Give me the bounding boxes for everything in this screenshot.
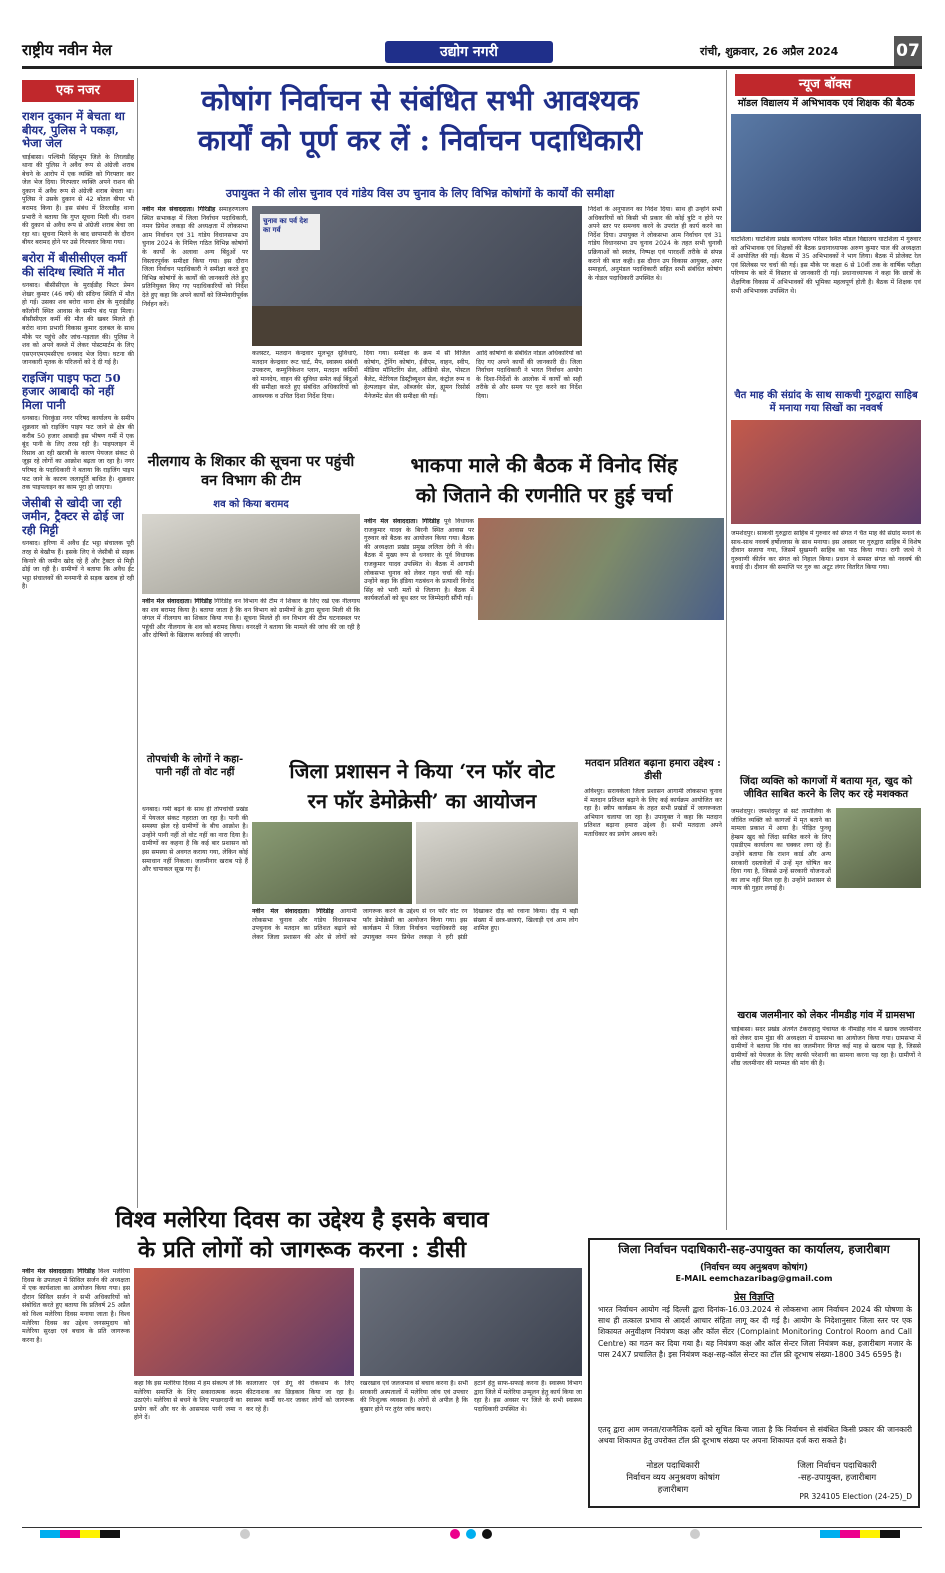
notice-title: जिला निर्वाचन पदाधिकारी-सह-उपायुक्त का कार्यालय, हजारीबाग bbox=[618, 1242, 890, 1256]
malaria-photo-1 bbox=[134, 1268, 354, 1376]
footer-rule bbox=[22, 1527, 922, 1528]
notice-signature-right: जिला निर्वाचन पदाधिकारी -सह-उपायुक्त, हजारीबाग bbox=[797, 1461, 877, 1483]
run-for-vote-body: नवीन मेल संवाददाता। गिरिडीह आगामी लोकसभा चुनाव और गांडेय विधानसभा उपचुनाव के मतदान का प्रतिशत बढ़ाने को लेकर जिला प्रशासन की ओर से लोगों को जागरूक करने के उद्देश्य से रन फॉर वोट रन फॉर डेमोक्रेसी का आयोजन किया गया। इस कार्यक्रम में जिला निर्वाचन पदाधिकारी सह उपायुक्त नमन प्रियेश लकड़ा ने हरी झंडी दिखाकर दौड़ को रवाना किया। दौड़ में बड़ी संख्या में छात्र-छात्राएं, खिलाड़ी एवं आम लोग शामिल हुए। bbox=[252, 908, 578, 941]
news-box-heading: न्यूज बॉक्स bbox=[735, 74, 915, 96]
malaria-headline: विश्व मलेरिया दिवस का उद्देश्य है इसके बचाव के प्रति लोगों को जागरूक करना : डीसी bbox=[115, 1207, 489, 1263]
notice-signature-left: नोडल पदाधिकारी निर्वाचन व्यय अनुश्रवण कोषांग हजारीबाग bbox=[626, 1461, 720, 1495]
header-rule bbox=[22, 66, 922, 69]
main-story-col1: नवीन मेल संवाददाता। गिरिडीह समाहरणालय स्थित सभाकक्ष में जिला निर्वाचन पदाधिकारी, नमन प्रियेश लकड़ा की अध्यक्षता में लोकसभा आम निर्वाचन एवं 31 गांडेय विधानसभा उप चुनाव 2024 के निमित्त गठित विभिन्न कोषांगों के कार्यों के अलावा अन्य बिंदुओं पर विस्तारपूर्वक समीक्षा किया गया। इस दौरान जिला निर्वाचन पदाधिकारी ने समीक्षा करते हुए विभिन्न कोषांगों के कार्यों की जानकारी लेते हुए प्रतिनियुक्त किए गए पदाधिकारियों को निर्देश देते हुए कहा कि अपने कार्यों को जिम्मेवारीपूर्वक निर्वहन करें। bbox=[142, 206, 248, 308]
paper-name: राष्ट्रीय नवीन मेल bbox=[22, 41, 112, 59]
main-story-col5: निर्देशों के अनुपालन का निर्देश दिया। साथ ही उन्होंने सभी अधिकारियों को किसी भी प्रकार की कोई त्रुटि न होने पर अपने स्तर पर समन्वय करने के उपरांत ही कार्य करने का निर्देश दिया। उपायुक्त ने लोकसभा आम निर्वाचन एवं 31 गांडेय विधानसभा उप चुनाव 2024 के तहत सभी चुनावी प्रक्रियाओं को स्वतंत्र, निष्पक्ष एवं पारदर्शी तरीके से संपन्न कराने की बात कही। इस दौरान उप विकास आयुक्त, अपर समाहर्ता, अनुमंडल पदाधिकारी सहित सभी संबंधित कोषांग के नोडल पदाधिकारी उपस्थित थे। bbox=[588, 206, 722, 282]
section-badge: उद्योग नगरी bbox=[385, 41, 553, 63]
notice-subtitle: (निर्वाचन व्यय अनुश्रवण कोषांग) bbox=[699, 1263, 809, 1273]
main-subheadline: उपायुक्त ने की लोस चुनाव एवं गांडेय विस उप चुनाव के लिए विभिन्न कोषांगों के कार्यों की समीक्षा bbox=[225, 187, 615, 200]
news-box-story3-title: जिंदा व्यक्ति को कागजों में बताया मृत, खुद को जीवित साबित करने के लिए कर रहे मशक्कत bbox=[739, 776, 913, 800]
main-story-col3: दिया गया। समीक्षा के क्रम में सी विजिल कोषांग, ट्रेनिंग कोषांग, ईवीएम, वाहन, स्वीप, मीडिया मॉनिटरिंग सेल, ऑडियो सेल, पोस्टल बैलेट, मेटेरियल डिस्ट्रीब्यूशन सेल, कंट्रोल रूम व हेल्पलाइन सेल, ऑब्जर्वर सेल, ह्यूमन रिसोर्स मैनेजमेंट सेल की समीक्षा की गई। bbox=[364, 350, 470, 400]
brief-title: राइजिंग पाइप फटा 50 हजार आबादी को नहीं मिला पानी bbox=[22, 370, 121, 412]
registration-dot bbox=[450, 1529, 460, 1539]
nilgai-photo bbox=[142, 514, 360, 594]
page-number: 07 bbox=[894, 36, 922, 66]
brief-title: बरोरा में बीसीसीएल कर्मी की संदिग्ध स्थिति में मौत bbox=[22, 251, 127, 279]
notice-email: E-MAIL eemchazaribag@gmail.com bbox=[675, 1274, 833, 1283]
news-box-story3-body: जमशेदपुर। जमशेदपुर से सटे तामोलिया के जीवित व्यक्ति को कागजों में मृत बताने का मामला प्रकाश में आया है। पीड़ित फुच्चू हेम्ब्रम खुद को जिंदा साबित करने के लिए एसडीएम कार्यालय का चक्कर लगा रहे हैं। उन्होंने बताया कि राशन कार्ड और अन्य सरकारी दस्तावेजों में उन्हें मृत घोषित कर दिया गया है, जिससे उन्हें सरकारी योजनाओं का लाभ नहीं मिल रहा है। उन्होंने प्रशासन से न्याय की गुहार लगाई है। bbox=[731, 808, 831, 893]
registration-dot bbox=[690, 1529, 700, 1539]
water-body: धनबाद। गर्मी बढ़ने के साथ ही तोपचांची प्रखंड में पेयजल संकट गहराता जा रहा है। पानी की समस्या झेल रहे ग्रामीणों के बीच आक्रोश है। उन्होंने पानी नहीं तो वोट नहीं का नारा दिया है। ग्रामीणों का कहना है कि कई बार प्रशासन को इस समस्या से अवगत कराया गया, लेकिन कोई समाधान नहीं निकला। जलमीनार खराब पड़े हैं और चापाकल सूख गए हैं। bbox=[142, 806, 248, 874]
registration-dot bbox=[482, 1529, 492, 1539]
news-box-story4-body: चाईबासा। सदर प्रखंड अंतर्गत टेकराहातु पंचायत के नीमडीह गांव में खराब जलमीनार को लेकर ग्राम मुंडा की अध्यक्षता में ग्रामसभा का आयोजन किया गया। ग्रामसभा में ग्रामीणों ने बताया कि गांव का जलमीनार विगत कई माह से खराब पड़ा है, जिससे ग्रामीणों को पेयजल के लिए काफी परेशानी का सामना करना पड़ रहा है। ग्रामीणों ने शीघ्र जलमीनार की मरम्मत की मांग की है। bbox=[731, 1026, 921, 1068]
brief-body: धनबाद। हरिणा में अवैध ईंट भट्ठा संचालक पूरी तरह से बेखौफ हैं। इसके लिए वे जेसीबी से सड़क किनारे की जमीन खोद रहे हैं और ट्रैक्टर से मिट्टी ढोई जा रही है। ग्रामीणों ने बताया कि अवैध ईंट भट्ठा संचालकों की मनमानी से सड़क खराब हो रही है। bbox=[22, 540, 134, 591]
brief-body: चाईबासा। पश्चिमी सिंहभूम जिले के तिरलडीह थाना की पुलिस ने अवैध रूप से अंग्रेजी शराब बेचने के आरोप में एक व्यक्ति को गिरफ्तार कर जेल भेज दिया। गिरफ्तार व्यक्ति अपने राशन की दुकान में अवैध रूप से अंग्रेजी शराब बेचता था। पुलिस ने उसके दुकान से 42 बोतल बीयर भी बरामद किया है। इस संबंध में तिरलडीह थाना प्रभारी ने बताया कि गुप्त सूचना मिली थी। राशन की दुकान से अवैध रूप से अंग्रेजी शराब बेचा जा रहा था। सूचना मिलने के बाद छापामारी के दौरान बीयर बरामद होने पर उसे गिरफ्तार किया गया। bbox=[22, 153, 134, 247]
color-registration-strip bbox=[40, 1530, 120, 1538]
bhakpa-body: नवीन मेल संवाददाता। गिरिडीह पूर्व विधायक राजकुमार यादव के बिरनी स्थित आवास पर गुरुवार को बैठक का आयोजन किया गया। बैठक की अध्यक्षता प्रखंड प्रमुख ललिता देवी ने की। बैठक में मुख्य रूप से धनवार के पूर्व विधायक राजकुमार यादव उपस्थित थे। बैठक में आगामी लोकसभा चुनाव को लेकर गहन चर्चा की गई। उन्होंने कहा कि इंडिया गठबंधन के प्रत्याशी विनोद सिंह को भारी मतों से जिताना है। बैठक में कार्यकर्ताओं को बूथ स्तर पर जिम्मेदारी सौंपी गई। bbox=[364, 518, 474, 603]
malaria-col5: हटाने हेतु साफ-सफाई करना है। स्वास्थ्य विभाग द्वारा जिले में मलेरिया उन्मूलन हेतु कार्य किया जा रहा है। इस अवसर पर जिले के सभी स्वास्थ्य पदाधिकारी उपस्थित थे। bbox=[474, 1380, 582, 1413]
news-box-photo-person bbox=[836, 808, 921, 888]
voting-body: अविश्युर। सरायकेला जिला प्रशासन आगामी लोकसभा चुनाव में मतदान प्रतिशत बढ़ाने के लिए कई कार्यक्रम आयोजित कर रहा है। स्वीप कार्यक्रम के तहत सभी प्रखंडों में जागरूकता अभियान चलाया जा रहा है। उपायुक्त ने कहा कि मतदान प्रतिशत बढ़ाना हमारा उद्देश्य है। सभी मतदाता अपने मताधिकार का प्रयोग अवश्य करें। bbox=[584, 788, 722, 838]
news-box-photo-meeting bbox=[731, 114, 921, 232]
bhakpa-headline: भाकपा माले की बैठक में विनोद सिंह को जिताने की रणनीति पर हुई चर्चा bbox=[410, 453, 678, 507]
issue-date: रांची, शुक्रवार, 26 अप्रैल 2024 bbox=[700, 45, 839, 58]
nilgai-subheadline: शव को किया बरामद bbox=[213, 499, 289, 510]
ek-nazar-column bbox=[22, 108, 134, 1203]
main-story-col4: आदि कोषांगों के संबंधित नोडल अधिकारियों को दिए गए अपने कार्यों की जानकारी दी। जिला निर्वाचन पदाधिकारी ने भारत निर्वाचन आयोग के दिशा-निर्देशों के आलोक में कार्यों को सही तरीके से और समय पर पूरा करने का निर्देश दिया। bbox=[476, 350, 582, 400]
news-box-photo-gurudwara bbox=[731, 420, 921, 524]
main-story-photo bbox=[252, 206, 582, 346]
news-box-story2-title: चैत माह की संग्रांद के साथ साकची गुरुद्वारा साहिब में मनाया गया सिखों का नववर्ष bbox=[734, 390, 918, 414]
election-banner: चुनाव का पर्व देश का गर्व bbox=[260, 214, 320, 250]
malaria-col4: रखरखाव एवं जलजमाव से बचाव करना है। सभी सरकारी अस्पतालों में मलेरिया जांच एवं उपचार की निःशुल्क व्यवस्था है। लोगों से अपील है कि बुखार होने पर तुरंत जांच कराएं। bbox=[360, 1380, 468, 1413]
malaria-col3: कालाजार एवं डेंगू की रोकथाम के लिए कीटनाशक का छिड़काव किया जा रहा है। स्वास्थ्य कर्मी घर-घर जाकर लोगों को जागरूक कर रहे हैं। bbox=[246, 1380, 354, 1413]
brief-body: धनबाद। बीसीसीएल के मुराईडीह फिटर प्रेमन शेखर कुमार (46 वर्ष) की संदिग्ध स्थिति में मौत हो गई। उसका शव बरोरा थाना क्षेत्र के मुराईडीह कॉलोनी स्थित आवास के समीप बंद पड़ा मिला। बीसीसीएल कर्मी की मौत की खबर मिलते ही बरोरा थाना प्रभारी विकास कुमार दलबल के साथ मौके पर पहुंचे और जांच-पड़ताल की। पुलिस ने शव को अपने कब्जे में लेकर पोस्टमार्टम के लिए एसएनएमएमसीएच धनबाद भेज दिया। घटना की जानकारी मृतक के परिजनों को दे दी गई है। bbox=[22, 282, 134, 367]
column-divider bbox=[137, 78, 138, 1208]
notice-label: प्रेस विज्ञप्ति bbox=[734, 1292, 774, 1303]
voting-headline: मतदान प्रतिशत बढ़ाना हमारा उद्देश्य : डीसी bbox=[585, 758, 721, 782]
registration-dot bbox=[466, 1529, 476, 1539]
run-photo-1 bbox=[252, 822, 412, 904]
notice-body: भारत निर्वाचन आयोग नई दिल्ली द्वारा दिनांक-16.03.2024 से लोकसभा आम निर्वाचन 2024 की घोषणा के साथ ही तत्काल प्रभाव से आदर्श आचार संहिता लागू कर दी गई है। आयोग के निदेशानुसार जिला स्तर पर एक शिकायत अनुवीक्षण नियंत्रण कक्ष और कॉल सेंटर (Complaint Monitoring Control Room and Call Centre) का गठन कर दिया गया है। यह नियंत्रण कक्ष और कॉल सेन्टर जिला नियंत्रण कक्ष, हजारीबाग मजार के पास 24X7 प्रचालित है। इस नियंत्रण कक्ष-सह-कॉल सेन्टर का टॉल फ्री दूरभाष संख्या-1800 345 6595 है। bbox=[598, 1305, 912, 1359]
brief-title: जेसीबी से खोदी जा रही जमीन, ट्रैक्टर से ढोई जा रही मिट्टी bbox=[22, 495, 124, 537]
run-photo-2 bbox=[416, 822, 578, 904]
malaria-photo-2 bbox=[360, 1268, 582, 1376]
color-registration-strip bbox=[820, 1530, 900, 1538]
nilgai-body: नवीन मेल संवाददाता। गिरिडीह गिरिडीह वन विभाग की टीम ने शिकार के लिए रखे एक नीलगाय का शव बरामद किया है। बताया जाता है कि वन विभाग को ग्रामीणों के द्वारा सूचना मिली थी कि जंगल में नीलगाय का शिकार किया गया है। सूचना मिलते ही वन विभाग की टीम घटनास्थल पर पहुंची और नीलगाय के शव को बरामद किया। वनरक्षी ने बताया कि मामले की जांच की जा रही है और दोषियों के खिलाफ कार्रवाई की जाएगी। bbox=[142, 598, 360, 640]
notice-body-2: एतद् द्वारा आम जनता/राजनैतिक दलों को सूचित किया जाता है कि निर्वाचन से संबंधित किसी प्रकार की जानकारी अथवा शिकायत हेतु उपरोक्त टॉल फ्री दूरभाष संख्या पर अपना शिकायत दर्ज करा सकते है। bbox=[598, 1425, 912, 1445]
malaria-col2: कहा कि इस मलेरिया दिवस में हम संकल्प लें कि मलेरिया समाप्ति के लिए सकारात्मक कदम उठाएंगे। मलेरिया से बचने के लिए मच्छरदानी का प्रयोग करें और घर के आसपास पानी जमा न होने दें। bbox=[134, 1380, 242, 1422]
brief-title: राशन दुकान में बेचता था बीयर, पुलिस ने पकड़ा, भेजा जेल bbox=[22, 109, 125, 150]
malaria-col1: नवीन मेल संवाददाता। गिरिडीह विश्व मलेरिया दिवस के उपलक्ष्य में सिविल सर्जन की अध्यक्षता में एक कार्यशाला का आयोजन किया गया। इस दौरान सिविल सर्जन ने सभी अधिकारियों को संबोधित करते हुए बताया कि प्रतिवर्ष 25 अप्रैल को विश्व मलेरिया दिवस मनाया जाता है। विश्व मलेरिया दिवस का उद्देश्य जनसमुदाय को मलेरिया सुरक्षा एवं बचाव के प्रति जागरूक करना है। bbox=[22, 1268, 130, 1344]
brief-body: धनबाद। चिरकुंडा नगर परिषद कार्यालय के समीप शुक्रवार को राइजिंग पाइप फट जाने से क्षेत्र की करीब 50 हजार आबादी इस भीषण गर्मी में एक बूंद पानी के लिए तरस रही है। पाइपलाइन में रिसाव आ रही खराबी के कारण पेयजल संकट से जूझ रहे लोगों का आक्रोश बढ़ता जा रहा है। नगर परिषद के पदाधिकारी ने बताया कि राइजिंग पाइप फट जाने के कारण जलापूर्ति बाधित है। शुक्रवार तक पाइपलाइन का काम पूरा हो जाएगा। bbox=[22, 415, 134, 492]
registration-dot bbox=[240, 1529, 250, 1539]
run-for-vote-headline: जिला प्रशासन ने किया ‘रन फॉर वोट रन फॉर डेमोक्रेसी’ का आयोजन bbox=[289, 759, 555, 813]
main-headline: कोषांग निर्वाचन से संबंधित सभी आवश्यक कार्यों को पूर्ण कर लें : निर्वाचन पदाधिकारी bbox=[197, 83, 643, 157]
column-divider bbox=[726, 70, 727, 1230]
water-headline: तोपचांची के लोगों ने कहा- पानी नहीं तो वोट नहीं bbox=[146, 754, 244, 778]
news-box-story2-body: जमशेदपुर। साकची गुरुद्वारा साहिब में गुरुवार को संगत ने चैत माह की संग्रांद मनाने के साथ-साथ नववर्ष हर्षोल्लास के साथ मनाया। इस अवसर पर गुरुद्वारा साहिब में विशेष दीवान सजाया गया, जिसमें सुखमनी साहिब का पाठ किया गया। रागी जत्थे ने गुरुवाणी कीर्तन कर संगत को निहाल किया। प्रधान ने समस्त संगत को नववर्ष की बधाई दी। दीवान की समाप्ति पर गुरु का अटूट लंगर वितरित किया गया। bbox=[731, 530, 921, 572]
main-story-col2: कलस्टर, मतदान केन्द्रवार मूलभूत सुविधाएं, मतदान केन्द्रवार रूट चार्ट, मैप, स्वास्थ्य संबंधी उपकरण, कम्युनिकेशन प्लान, मतदान कर्मियों को मानदेय, वाहन की सुविधा समेत कई बिंदुओं की समीक्षा करते हुए संबंधित अधिकारियों को आवश्यक व उचित दिशा निर्देश दिया। bbox=[252, 350, 358, 400]
nilgai-headline: नीलगाय के शिकार की सूचना पर पहुंची वन विभाग की टीम bbox=[147, 453, 355, 489]
ek-nazar-heading: एक नजर bbox=[22, 80, 134, 102]
notice-pr-number: PR 324105 Election (24-25)_D bbox=[799, 1492, 912, 1501]
news-box-story4-title: खराब जलमीनार को लेकर नीमडीह गांव में ग्रामसभा bbox=[737, 1010, 915, 1021]
bhakpa-photo bbox=[478, 518, 724, 620]
news-box-story1-body: घाटशिला। घाटशिला प्रखंड कार्यालय परिसर स्थित मॉडल विद्यालय घाटशिला में गुरुवार को अभिभावक एवं शिक्षकों की बैठक प्रधानाध्यापक अरुण कुमार पाल की अध्यक्षता में आयोजित की गई। बैठक में 35 अभिभावकों ने भाग लिया। बैठक में प्रोजेक्ट रेल एवं सिलेबस पर चर्चा की गई। इस मौके पर कक्षा 6 से 10वीं तक के वार्षिक परीक्षा परिणाम के बारे में विस्तार से जानकारी दी गई। प्रधानाध्यापक ने कहा कि छात्रों के शैक्षणिक विकास में अभिभावकों की भूमिका महत्वपूर्ण होती है। बैठक में शिक्षक एवं सभी अभिभावक उपस्थित थे। bbox=[731, 236, 921, 295]
news-box-story1-title: मॉडल विद्यालय में अभिभावक एवं शिक्षक की बैठक bbox=[737, 98, 915, 109]
